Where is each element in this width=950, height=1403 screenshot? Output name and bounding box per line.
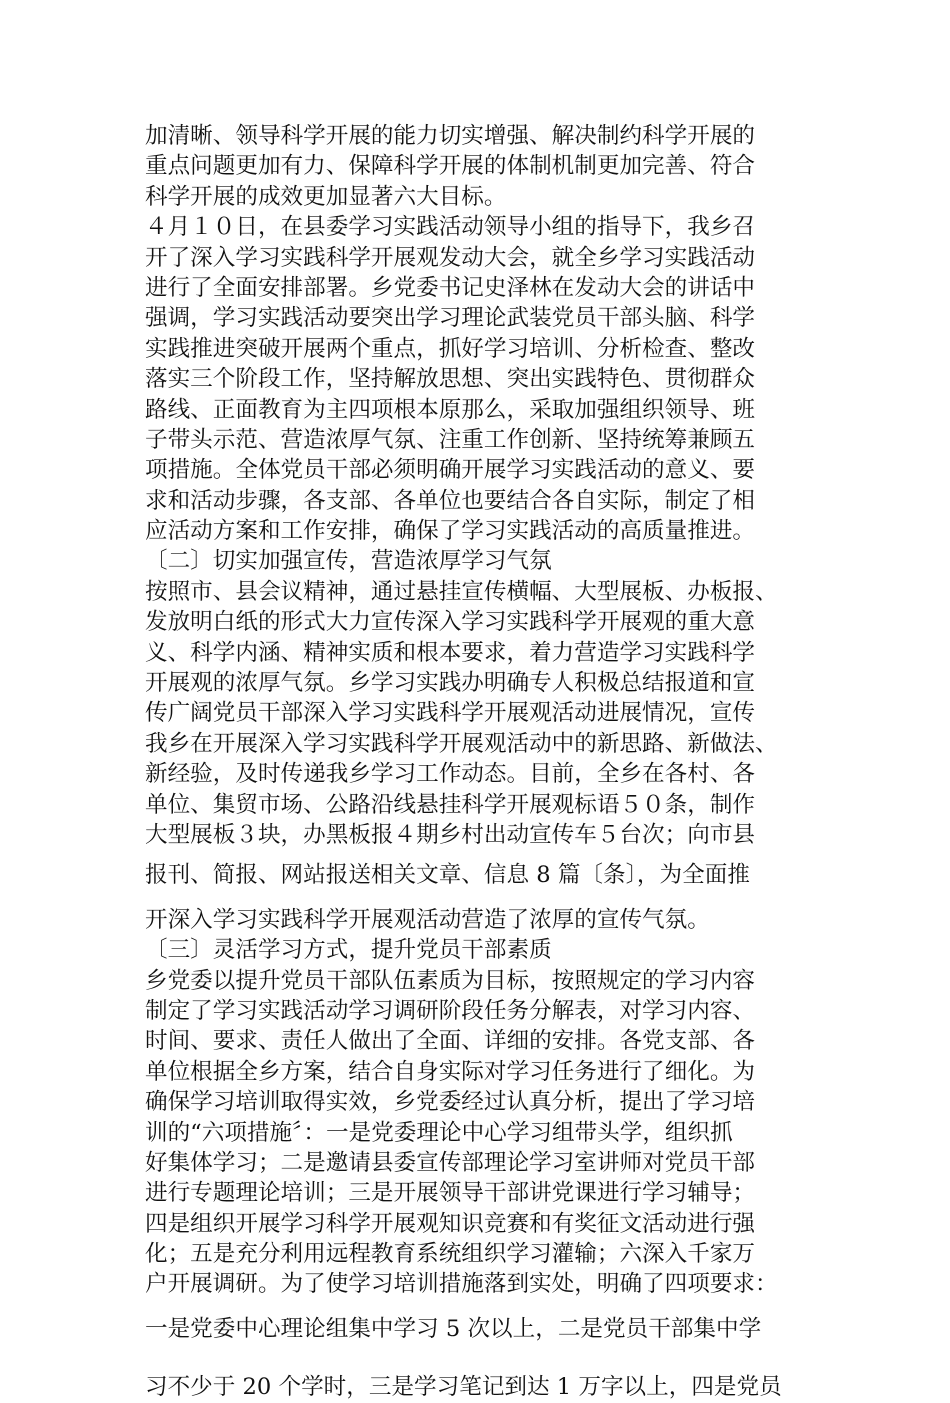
text-line: 求和活动步骤，各支部、各单位也要结合各自实际，制定了相 <box>145 487 756 514</box>
section-heading: 〔二〕切实加强宣传，营造浓厚学习气氛 <box>145 548 552 575</box>
text-line: 四是组织开展学习科学开展观知识竞赛和有奖征文活动进行强 <box>145 1210 756 1237</box>
text-line: ４月１０日，在县委学习实践活动领导小组的指导下，我乡召 <box>145 214 756 241</box>
text-line: 加清晰、领导科学开展的能力切实增强、解决制约科学开展的 <box>145 123 756 149</box>
text-line: 重点问题更加有力、保障科学开展的体制机制更加完善、符合 <box>145 153 756 180</box>
text-line: 一是党委中心理论组集中学习 5 次以上，二是党员干部集中学 <box>145 1315 762 1342</box>
text-line: 化；五是充分利用远程教育系统组织学习灌输；六深入千家万 <box>145 1241 756 1268</box>
text-line: 我乡在开展深入学习实践科学开展观活动中的新思路、新做法、 <box>145 730 778 757</box>
text-line: 实践推进突破开展两个重点，抓好学习培训、分析检查、整改 <box>145 335 756 362</box>
text-line: 强调，学习实践活动要突出学习理论武装党员干部头脑、科学 <box>145 305 756 332</box>
text-line: 时间、要求、责任人做出了全面、详细的安排。各党支部、各 <box>145 1028 756 1055</box>
text-line: 传广阔党员干部深入学习实践科学开展观活动进展情况，宣传 <box>145 700 756 727</box>
text-line: 户开展调研。为了使学习培训措施落到实处，明确了四项要求： <box>145 1271 778 1298</box>
text-line: 进行专题理论培训；三是开展领导干部讲党课进行学习辅导； <box>145 1180 756 1207</box>
text-line: 好集体学习；二是邀请县委宣传部理论学习室讲师对党员干部 <box>145 1149 756 1176</box>
text-line: 义、科学内涵、精神实质和根本要求，着力营造学习实践科学 <box>145 639 756 666</box>
text-line: 项措施。全体党员干部必须明确开展学习实践活动的意义、要 <box>145 457 756 484</box>
text-line: 制定了学习实践活动学习调研阶段任务分解表，对学习内容、 <box>145 997 756 1024</box>
text-line: 子带头示范、营造浓厚气氛、注重工作创新、坚持统筹兼顾五 <box>145 426 756 453</box>
text-line: 训的“六项措施〞：一是党委理论中心学习组带头学，组织抓 <box>145 1119 733 1146</box>
text-line: 开了深入学习实践科学开展观发动大会，就全乡学习实践活动 <box>145 244 756 271</box>
section-heading: 〔三〕灵活学习方式，提升党员干部素质 <box>145 937 552 964</box>
text-line: 落实三个阶段工作，坚持解放思想、突出实践特色、贯彻群众 <box>145 366 756 393</box>
document-body <box>145 121 825 1403</box>
text-line: 开展观的浓厚气氛。乡学习实践办明确专人积极总结报道和宣 <box>145 670 756 697</box>
text-line: 进行了全面安排部署。乡党委书记史泽林在发动大会的讲话中 <box>145 274 756 301</box>
text-line: 确保学习培训取得实效，乡党委经过认真分析，提出了学习培 <box>145 1089 756 1116</box>
text-line: 单位、集贸市场、公路沿线悬挂科学开展观标语５０条，制作 <box>145 791 756 818</box>
text-line: 科学开展的成效更加显著六大目标。 <box>145 183 507 210</box>
text-line: 习不少于 20 个学时，三是学习笔记到达 1 万字以上，四是党员 <box>145 1374 782 1401</box>
text-line: 路线、正面教育为主四项根本原那么，采取加强组织领导、班 <box>145 396 756 423</box>
text-line: 发放明白纸的形式大力宣传深入学习实践科学开展观的重大意 <box>145 609 756 636</box>
text-line: 乡党委以提升党员干部队伍素质为目标，按照规定的学习内容 <box>145 967 756 994</box>
text-line: 大型展板３块，办黑板报４期乡村出动宣传车５台次；向市县 <box>145 821 756 848</box>
text-line: 应活动方案和工作安排，确保了学习实践活动的高质量推进。 <box>145 518 756 545</box>
text-line: 单位根据全乡方案，结合自身实际对学习任务进行了细化。为 <box>145 1058 756 1085</box>
text-line: 开深入学习实践科学开展观活动营造了浓厚的宣传气氛。 <box>145 906 710 933</box>
text-line: 报刊、简报、网站报送相关文章、信息 8 篇〔条〕，为全面推 <box>145 862 750 889</box>
text-line: 新经验，及时传递我乡学习工作动态。目前，全乡在各村、各 <box>145 761 756 788</box>
text-line: 按照市、县会议精神，通过悬挂宣传横幅、大型展板、办板报、 <box>145 578 778 605</box>
